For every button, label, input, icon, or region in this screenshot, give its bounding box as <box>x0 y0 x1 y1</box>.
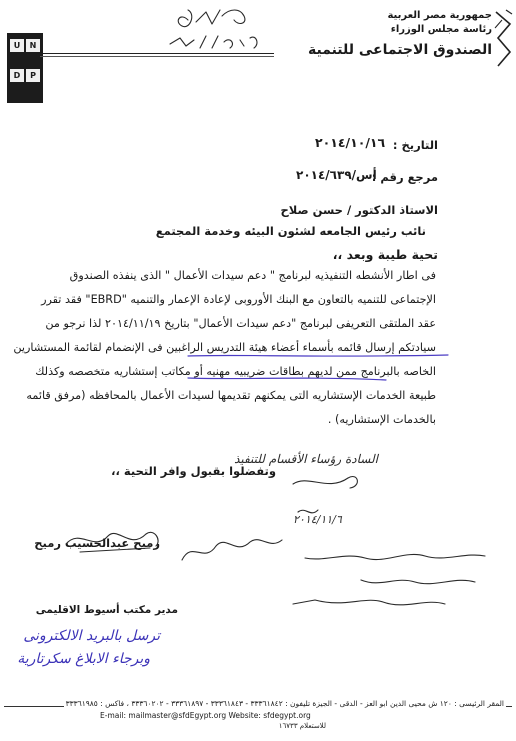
reference-value: أس/٢٠١٤/٦٣٩ <box>296 168 377 182</box>
handwritten-initials <box>178 530 298 570</box>
logo-letter-n: N <box>26 39 40 52</box>
footer-address: المقر الرئيسى : ١٢٠ ش محيى الدين ابو العز - الدقى - الجيزة تليفون : ٣٣٣٦١٨٤٢ - ٣٣٣٦١٨٤٣ - ٣٣٣٦١٨٩٧ - ٣٣٣٦٠٢٠٢ ، فاكس : ٣٣٣٦١٩٨٥ <box>65 699 504 708</box>
signatory-title: مدير مكتب أسيوط الاقليمى <box>35 604 178 616</box>
undp-logo <box>7 33 43 103</box>
logo-letter-p: P <box>26 69 40 82</box>
handwritten-secretary-instruction: وبرجاء الابلاغ سكرتارية <box>17 651 150 667</box>
body-line: فى اطار الأنشطه التنفيذيه لبرنامج " دعم سيدات الأعمال " الذى ينفذه الصندوق <box>69 269 436 282</box>
footer-hotline: للاستعلام ١٦٧٣٣ <box>278 722 326 730</box>
date-value: ٢٠١٤/١٠/١٦ <box>315 135 386 150</box>
letterhead-country: جمهورية مصر العربية <box>387 10 492 21</box>
signatory-name: رميح عبدالحسيب رميح <box>34 536 160 550</box>
body-line: الإجتماعى للتنميه بالتعاون مع البنك الأوروبى لإعادة الإعمار والتنميه "EBRD" فقد تقرر <box>41 293 436 306</box>
date-label: التاريخ : <box>392 138 438 152</box>
handwritten-middle-note <box>285 548 490 620</box>
reference-label: مرجع رقم : <box>371 170 438 184</box>
handwritten-routing-note: السادة رؤساء الأقسام للتنفيذ <box>234 452 378 466</box>
letterhead-org-name: الصندوق الاجتماعى للتنمية <box>307 42 492 58</box>
closing-salutation: وتفضلوا بقبول وافر التحية ،، <box>111 464 276 478</box>
body-line: طبيعة الخدمات الإستشاريه التى يمكنهم تقديمها لسيدات الأعمال بالمحافظه (مرفق قائمه <box>26 389 436 402</box>
recipient-name: الاستاذ الدكتور / حسن صلاح <box>280 203 438 217</box>
body-line: سيادتكم إرسال قائمه بأسماء أعضاء هيئة التدريس الراغبين فى الإنضمام لقائمة المستشارين <box>13 341 436 354</box>
greeting: تحية طيبة وبعد ،، <box>332 247 438 262</box>
logo-letter-d: D <box>10 69 24 82</box>
letterhead-cabinet: رئاسة مجلس الوزراء <box>390 24 492 35</box>
handwritten-top-note <box>160 2 270 56</box>
header-rule-thin <box>40 56 274 57</box>
footer-contact: E-mail: mailmaster@sfdEgypt.org Website: sfdegypt.org <box>100 711 311 720</box>
logo-letter-u: U <box>10 39 24 52</box>
recipient-title: نائب رئيس الجامعه لشئون البيئه وخدمة المجتمع <box>155 224 426 238</box>
handwritten-routing-date: ٢٠١٤/١١/٦ <box>293 513 342 526</box>
body-line: بالخدمات الإستشاريه) . <box>327 413 436 426</box>
body-line: عقد الملتقى التعريفى لبرنامج "دعم سيدات الأعمال" بتاريخ ٢٠١٤/١١/١٩ لذا نرجو من <box>45 317 436 330</box>
body-line: الخاصه بالبرنامج ممن لديهم بطاقات ضريبيه مهنيه أو مكاتب إستشاريه متخصصه وكذلك <box>35 365 436 378</box>
pen-underline <box>186 350 451 386</box>
handwritten-email-instruction: ترسل بالبريد الالكترونى <box>23 628 160 644</box>
sfd-emblem-icon <box>492 8 514 70</box>
